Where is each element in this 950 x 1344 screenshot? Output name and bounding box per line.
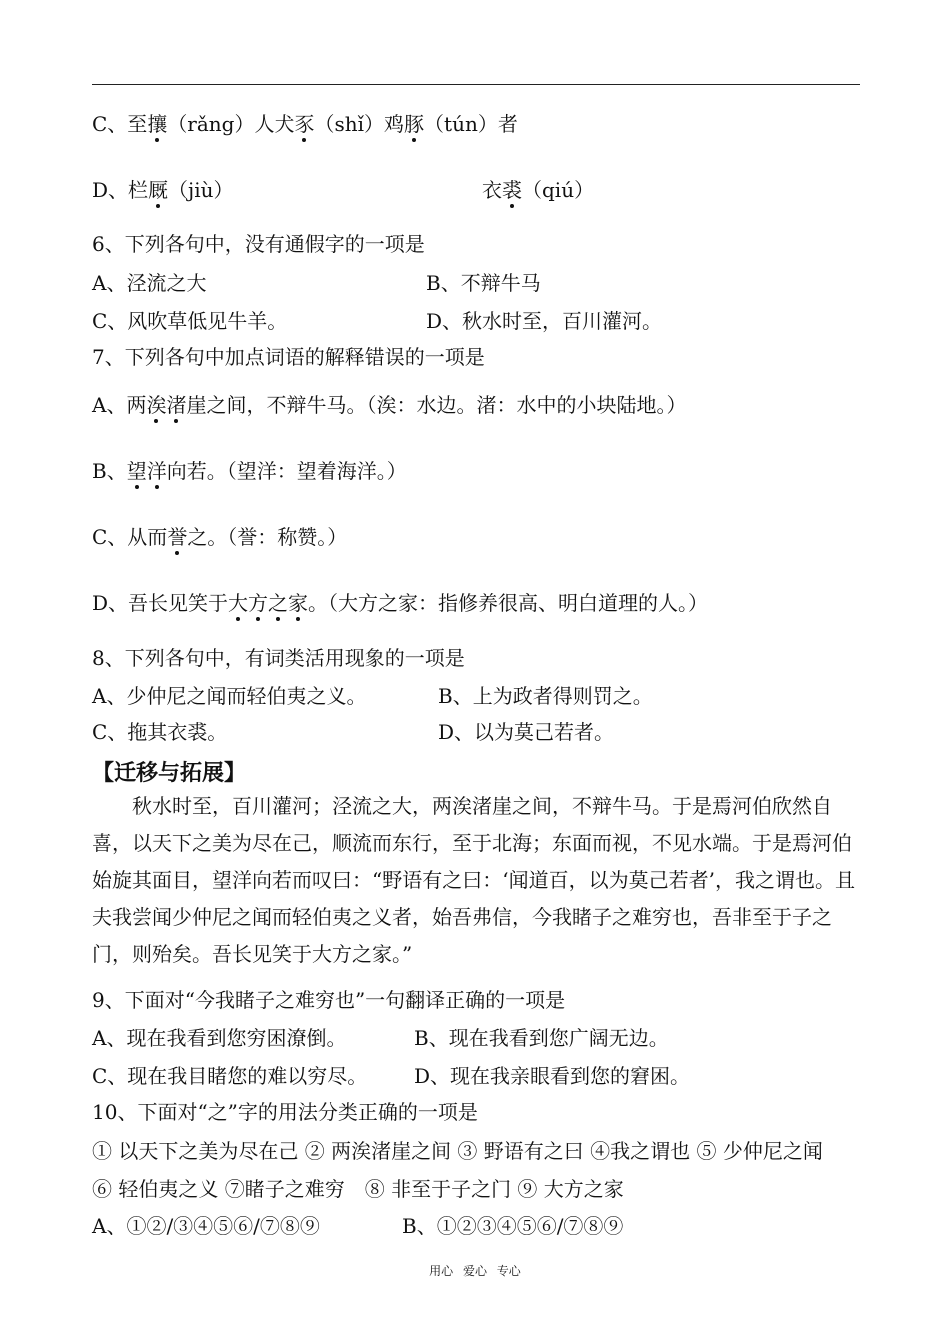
q10-option-b: B、①②③④⑤⑥/⑦⑧⑨ (402, 1214, 624, 1238)
q9-option-b: B、现在我看到您广阔无边。 (414, 1026, 669, 1050)
header-rule (92, 84, 860, 85)
q6-option-b: B、不辩牛马 (426, 271, 541, 295)
q10-items-text: ① 以天下之美为尽在己 ② 两涘渚崖之间 ③ 野语有之曰 ④我之谓也 ⑤ 少仲尼之闻 ⑥ 轻伯夷之义 ⑦睹子之难穷 ⑧ 非至于子之门 ⑨ 大方之家 (92, 1139, 843, 1201)
dotted-char: 攘 (147, 112, 168, 136)
q8-option-d: D、以为莫己若者。 (438, 720, 615, 744)
dotted-char: 誉 (167, 525, 188, 549)
page-footer: 用心 爱心 专心 (429, 1264, 521, 1278)
dotted-char: 之 (268, 591, 289, 615)
q8-option-a: A、少仲尼之闻而轻伯夷之义。 (92, 684, 367, 708)
q7-option-a: A、两涘渚崖之间，不辩牛马。（涘：水边。渚：水中的小块陆地。） (92, 393, 687, 417)
q5-option-d-second: 衣裘（qiú） (482, 178, 595, 202)
q7-option-b: B、望洋向若。（望洋：望着海洋。） (92, 459, 407, 483)
dotted-char: 厩 (148, 178, 169, 202)
dotted-char: 洋 (146, 459, 167, 483)
dotted-char: 裘 (502, 178, 522, 202)
q9-option-a: A、现在我看到您穷困潦倒。 (92, 1026, 347, 1050)
dotted-char: 豚 (404, 112, 425, 136)
q9-option-c: C、现在我目睹您的难以穷尽。 (92, 1064, 368, 1088)
q10-option-a: A、①②/③④⑤⑥/⑦⑧⑨ (92, 1214, 320, 1238)
q5-option-c: C、至攘（rǎng）人犬豕（shǐ）鸡豚（tún）者 (92, 112, 518, 136)
dotted-char: 豕 (294, 112, 315, 136)
dotted-char: 方 (248, 591, 269, 615)
q6-option-a: A、泾流之大 (92, 271, 207, 295)
dotted-char: 家 (288, 591, 309, 615)
q8-option-c: C、拖其衣裘。 (92, 720, 228, 744)
q6-stem: 6、下列各句中，没有通假字的一项是 (92, 232, 425, 256)
q8-stem: 8、下列各句中，有词类活用现象的一项是 (92, 646, 465, 670)
q8-option-b: B、上为政者得则罚之。 (438, 684, 653, 708)
dotted-char: 渚 (166, 393, 187, 417)
passage-text: 秋水时至，百川灌河；泾流之大，两涘渚崖之间，不辩牛马。于是焉河伯欣然自喜，以天下之美为尽在己，顺流而东行，至于北海；东面而视，不见水端。于是焉河伯始旋其面目，望洋向若而叹曰：“野语有之曰：‘闻道百，以为莫己若者’，我之谓也。且夫我尝闻少仲尼之闻而轻伯夷之义者，始吾弗信，今我睹子之难穷也，吾非至于子之门，则殆矣。吾长见笑于大方之家。” (92, 794, 855, 966)
dotted-char: 大 (228, 591, 249, 615)
q6-option-c: C、风吹草低见牛羊。 (92, 309, 288, 333)
q9-stem: 9、下面对“今我睹子之难穷也”一句翻译正确的一项是 (92, 988, 566, 1012)
dotted-char: 望 (126, 459, 147, 483)
dotted-char: 涘 (146, 393, 167, 417)
q10-stem: 10、下面对“之”字的用法分类正确的一项是 (92, 1100, 478, 1124)
q7-option-d: D、吾长见笑于大方之家。（大方之家：指修养很高、明白道理的人。） (92, 591, 709, 615)
q6-option-d: D、秋水时至，百川灌河。 (426, 309, 663, 333)
q7-stem: 7、下列各句中加点词语的解释错误的一项是 (92, 345, 485, 369)
section-heading: 【迁移与拓展】 (92, 761, 247, 786)
passage (92, 788, 862, 973)
q10-items (92, 1132, 862, 1208)
q7-option-c: C、从而誉之。（誉：称赞。） (92, 525, 348, 549)
q9-option-d: D、现在我亲眼看到您的窘困。 (414, 1064, 691, 1088)
q5-option-d: D、栏厩（jiù） (92, 178, 234, 202)
